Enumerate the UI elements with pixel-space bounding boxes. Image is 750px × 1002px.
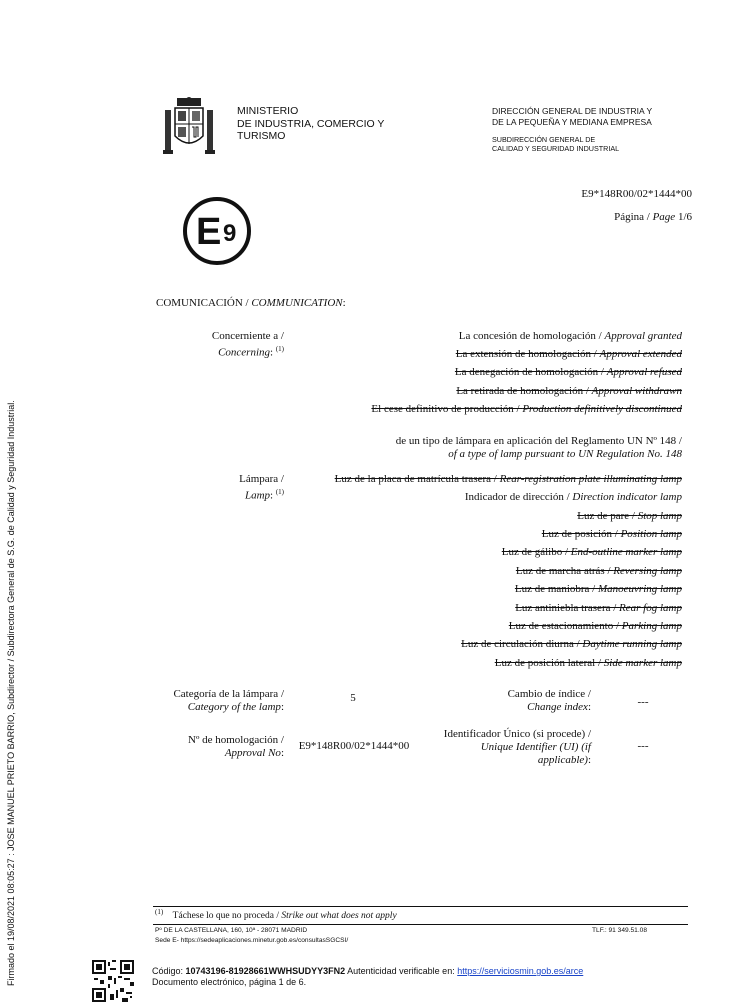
lamp-option-direction-indicator: Indicador de dirección / Direction indicator lamp bbox=[464, 491, 682, 503]
page-indicator bbox=[614, 211, 692, 223]
regulation-en: of a type of lamp pursuant to UN Regulation No. 148 bbox=[448, 448, 682, 460]
ministry-line: TURISMO bbox=[237, 130, 286, 142]
approval-number-value: E9*148R00/02*1444*00 bbox=[298, 740, 410, 752]
address-divider bbox=[153, 924, 688, 925]
lamp-option-rear-fog: Luz antiniebla trasera / Rear fog lamp bbox=[515, 602, 682, 614]
category-value: 5 bbox=[350, 692, 356, 704]
verify-link[interactable]: https://serviciosmin.gob.es/arce bbox=[457, 966, 584, 976]
lamp-option-side-marker: Luz de posición lateral / Side marker lamp bbox=[494, 657, 682, 669]
address: Pº DE LA CASTELLANA, 160, 10ª - 28071 MADRID bbox=[155, 927, 308, 934]
page-label-es: Página / bbox=[614, 211, 653, 223]
concerning-label-en: Concerning bbox=[218, 346, 271, 359]
coat-of-arms-icon bbox=[163, 96, 215, 156]
lamp-option-position: Luz de posición / Position lamp bbox=[541, 528, 682, 540]
option-production-discontinued: El cese definitivo de producción / Production definitively discontinued bbox=[371, 403, 682, 415]
direccion-line: DE LA PEQUEÑA Y MEDIANA EMPRESA bbox=[492, 116, 652, 127]
communication-en: COMMUNICATION bbox=[251, 297, 343, 309]
footnote-ref: (1) bbox=[275, 345, 284, 353]
subdireccion-line: CALIDAD Y SEGURIDAD INDUSTRIAL bbox=[492, 144, 620, 153]
footnote: $^{(1)}$ Táchese lo que no proceda / Strike out what does not apply bbox=[155, 908, 397, 922]
lamp-option-end-outline: Luz de gálibo / End-outline marker lamp bbox=[501, 546, 682, 558]
direccion-line: DIRECCIÓN GENERAL DE INDUSTRIA Y bbox=[492, 106, 653, 116]
option-approval-refused: La denegación de homologación / Approval refused bbox=[454, 366, 682, 378]
category-label: Categoría de la lámpara / Category of the lamp: bbox=[173, 688, 284, 713]
e-mark-icon bbox=[182, 196, 252, 266]
concerning-label: Concerniente a / Concerning: $^{(1)}$ bbox=[211, 330, 284, 359]
change-index-value: --- bbox=[637, 696, 649, 708]
sede-url: Sede E- https://sedeaplicaciones.minetur.gob.es/consultasSGCSI/ bbox=[155, 937, 349, 944]
communication-title bbox=[156, 297, 346, 309]
signature-stamp: Firmado el 19/08/2021 08:05:27 : JOSE MANUEL PRIETO BARRIO, Subdirector / Subdirectora General de S.G. de Calidad y Seguridad Industrial. bbox=[6, 400, 16, 986]
unique-identifier-label: Identificador Único (si procede) / Unique Identifier (UI) (if applicable): bbox=[443, 728, 591, 766]
lamp-option-rear-registration: Luz de la placa de matrícula trasera / Rear-registration plate illuminating lamp bbox=[334, 473, 682, 485]
lamp-label-en: Lamp bbox=[244, 489, 271, 502]
ministry-name bbox=[237, 105, 384, 143]
qr-code-icon bbox=[92, 960, 134, 1002]
communication-es: COMUNICACIÓN / bbox=[156, 297, 252, 309]
phone: TLF.: 91 349.51.08 bbox=[592, 927, 647, 934]
e-mark-number: 9 bbox=[223, 220, 237, 247]
communication-colon: : bbox=[342, 297, 346, 309]
ministry-line: MINISTERIO bbox=[237, 105, 299, 117]
unique-identifier-value: --- bbox=[637, 740, 649, 752]
footnote-divider bbox=[153, 906, 688, 907]
footnote-ref: (1) bbox=[275, 488, 284, 496]
lamp-label-es: Lámpara / bbox=[239, 473, 284, 485]
subdireccion-line: SUBDIRECCIÓN GENERAL DE bbox=[492, 135, 596, 144]
option-approval-granted: La concesión de homologación / Approval granted bbox=[458, 330, 682, 342]
lamp-option-reversing: Luz de marcha atrás / Reversing lamp bbox=[515, 565, 682, 577]
approval-number-label: Nº de homologación / Approval No: bbox=[188, 734, 284, 759]
lamp-label: Lámpara / Lamp: $^{(1)}$ bbox=[239, 473, 284, 502]
page-number: 1/6 bbox=[675, 211, 692, 223]
e-mark-letter: E bbox=[196, 211, 222, 253]
ministry-line: DE INDUSTRIA, COMERCIO Y bbox=[237, 117, 385, 130]
lamp-option-manoeuvring: Luz de maniobra / Manoeuvring lamp bbox=[514, 583, 682, 595]
verification-code: Código: 10743196-81928661WWHSUDYY3FN2 Autenticidad verificable en: https://serviciosmin.gob.es/arce Documento electrónico, página 1 de 6. bbox=[152, 966, 584, 987]
option-approval-withdrawn: La retirada de homologación / Approval withdrawn bbox=[456, 385, 682, 397]
regulation-es: de un tipo de lámpara en aplicación del Reglamento UN Nº 148 / bbox=[395, 435, 682, 447]
lamp-option-parking: Luz de estacionamiento / Parking lamp bbox=[508, 620, 682, 632]
document-page-info: Documento electrónico, página 1 de 6. bbox=[152, 977, 307, 987]
direccion-general bbox=[492, 106, 652, 127]
lamp-option-stop: Luz de pare / Stop lamp bbox=[577, 510, 682, 522]
csv-code: 10743196-81928661WWHSUDYY3FN2 bbox=[185, 966, 346, 976]
subdireccion-general bbox=[492, 135, 619, 153]
concerning-label-es: Concerniente a / bbox=[211, 330, 284, 342]
document-reference: E9*148R00/02*1444*00 bbox=[581, 188, 692, 200]
change-index-label: Cambio de índice / Change index: bbox=[507, 688, 591, 713]
page-label-en: Page bbox=[652, 211, 676, 223]
option-approval-extended: La extensión de homologación / Approval extended bbox=[455, 348, 682, 360]
lamp-option-daytime-running: Luz de circulación diurna / Daytime running lamp bbox=[461, 638, 682, 650]
